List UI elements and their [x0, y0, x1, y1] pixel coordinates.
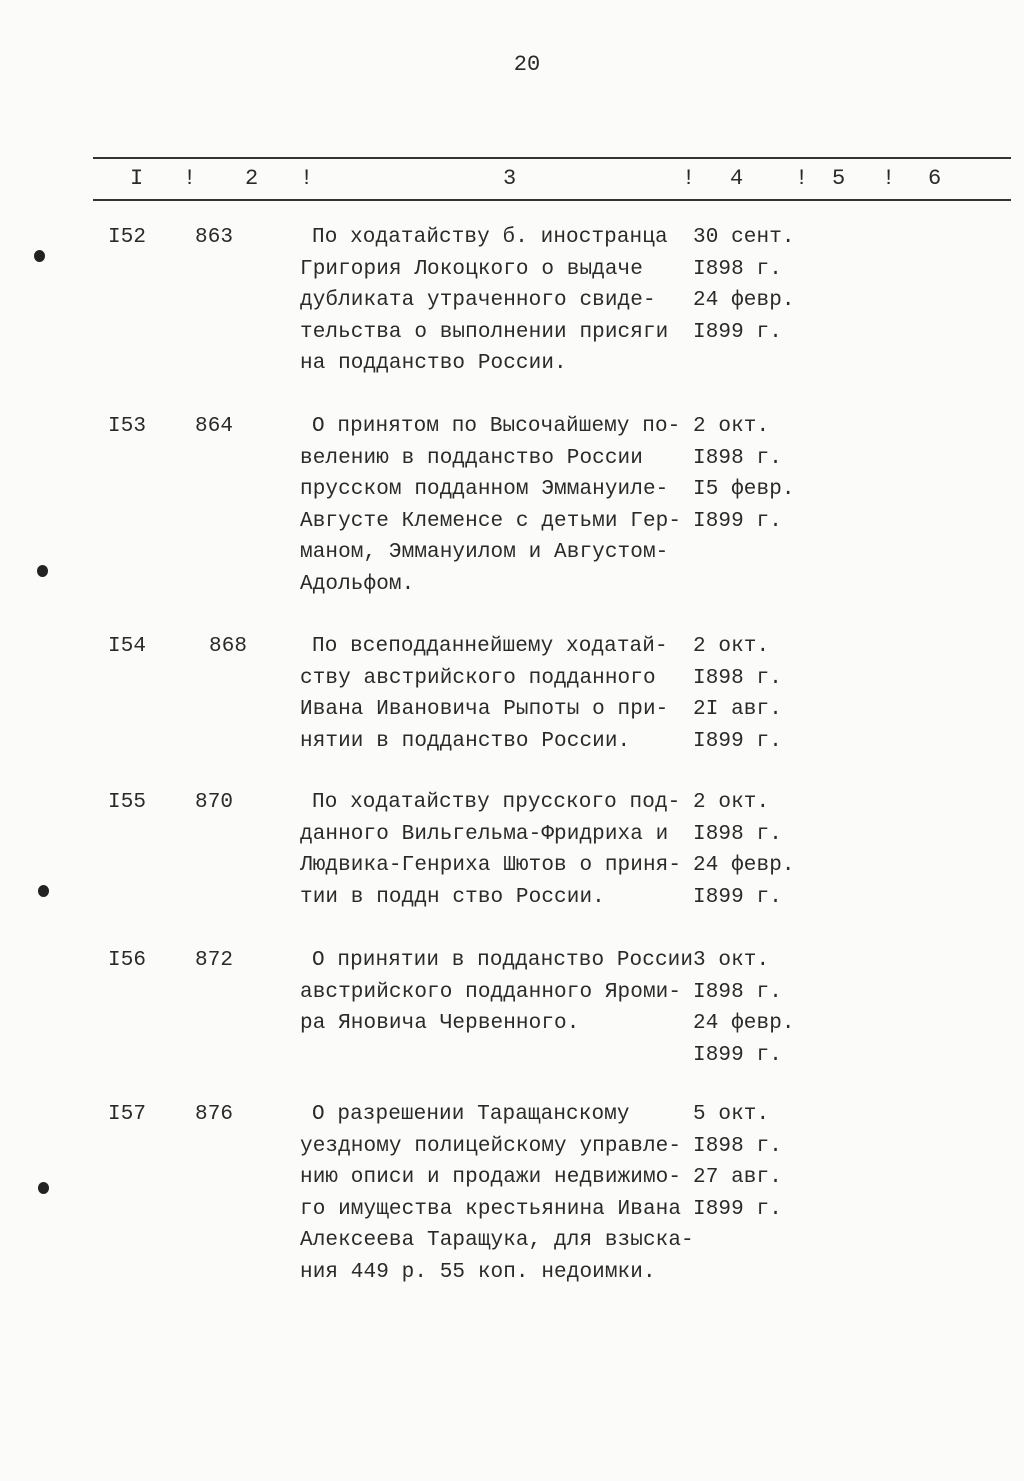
file-number: 872	[195, 949, 234, 972]
column-header: 4	[730, 166, 744, 191]
title-line: По всеподданнейшему ходатай-	[312, 635, 668, 658]
column-separator: !	[300, 166, 314, 191]
date-line: I898 г.	[693, 446, 782, 470]
column-header: 6	[928, 166, 942, 191]
title-line: О принятии в подданство России	[312, 949, 694, 972]
title-line: Алексеева Таращука, для взыска-	[300, 1229, 694, 1252]
item-number: I53	[108, 415, 147, 438]
column-header: I	[130, 166, 144, 191]
title-line: данного Вильгельма-Фридриха и	[300, 822, 669, 846]
date-line: I899 г.	[693, 509, 782, 533]
binder-hole-mark	[34, 250, 45, 262]
title-line: ству австрийского подданного	[300, 666, 656, 690]
title-line: Ивана Ивановича Рыпоты о при-	[300, 698, 669, 721]
title-line: Людвика-Генриха Шютов о приня-	[300, 854, 682, 877]
column-separator: !	[682, 166, 696, 191]
binder-hole-mark	[38, 1182, 49, 1194]
title-line: австрийского подданного Яроми-	[300, 980, 682, 1004]
item-number: I52	[108, 226, 147, 249]
date-line: I899 г.	[693, 1043, 782, 1067]
title-line: ния 449 р. 55 коп. недоимки.	[300, 1260, 656, 1284]
title-line: тельства о выполнении присяги	[300, 320, 669, 344]
date-line: I899 г.	[693, 1197, 782, 1221]
title-line: велению в подданство России	[300, 446, 643, 470]
file-number: 876	[195, 1103, 234, 1126]
date-line: 24 февр.	[693, 854, 795, 877]
date-line: 3 окт.	[693, 949, 770, 972]
file-number: 864	[195, 415, 234, 438]
date-line: 24 февр.	[693, 289, 795, 312]
column-header: 5	[832, 166, 846, 191]
column-header: 2	[245, 166, 259, 191]
column-separator: !	[183, 166, 197, 191]
date-line: 2 окт.	[693, 415, 770, 438]
title-line: дубликата утраченного свиде-	[300, 289, 656, 312]
title-line: уездному полицейскому управле-	[300, 1134, 682, 1158]
file-number: 870	[195, 791, 234, 814]
date-line: 2 окт.	[693, 635, 770, 658]
column-separator: !	[882, 166, 896, 191]
title-line: О принятом по Высочайшему по-	[312, 415, 681, 438]
title-line: нию описи и продажи недвижимо-	[300, 1166, 682, 1189]
file-number: 868	[209, 635, 248, 658]
title-line: прусском подданном Эммануиле-	[300, 478, 669, 501]
column-separator: !	[795, 166, 809, 191]
title-line: на подданство России.	[300, 352, 567, 375]
binder-hole-mark	[37, 565, 48, 577]
title-line: маном, Эммануилом и Августом-	[300, 541, 669, 564]
date-line: I899 г.	[693, 320, 782, 344]
title-line: По ходатайству б. иностранца	[312, 226, 668, 249]
title-line: тии в поддн ство России.	[300, 885, 605, 909]
date-line: 2I авг.	[693, 698, 782, 721]
date-line: I899 г.	[693, 729, 782, 753]
date-line: 30 сент.	[693, 226, 795, 249]
item-number: I56	[108, 949, 147, 972]
table-header-rule	[93, 199, 1011, 201]
date-line: I898 г.	[693, 822, 782, 846]
title-line: нятии в подданство России.	[300, 729, 631, 753]
date-line: I898 г.	[693, 666, 782, 690]
title-line: го имущества крестьянина Ивана	[300, 1197, 682, 1221]
title-line: Адольфом.	[300, 572, 415, 596]
title-line: ра Яновича Червенного.	[300, 1012, 580, 1035]
title-line: Григория Локоцкого о выдаче	[300, 257, 643, 281]
date-line: I898 г.	[693, 980, 782, 1004]
page-number: 20	[513, 52, 541, 77]
date-line: 27 авг.	[693, 1166, 782, 1189]
item-number: I55	[108, 791, 147, 814]
date-line: I898 г.	[693, 1134, 782, 1158]
item-number: I54	[108, 635, 147, 658]
date-line: 2 окт.	[693, 791, 770, 814]
item-number: I57	[108, 1103, 147, 1126]
title-line: Августе Клеменсе с детьми Гер-	[300, 509, 682, 533]
column-header: 3	[503, 166, 517, 191]
table-top-rule	[93, 157, 1011, 159]
title-line: О разрешении Таращанскому	[312, 1103, 630, 1126]
title-line: По ходатайству прусского под-	[312, 791, 681, 814]
binder-hole-mark	[38, 885, 49, 897]
date-line: 5 окт.	[693, 1103, 770, 1126]
date-line: 24 февр.	[693, 1012, 795, 1035]
date-line: I898 г.	[693, 257, 782, 281]
date-line: I899 г.	[693, 885, 782, 909]
file-number: 863	[195, 226, 234, 249]
date-line: I5 февр.	[693, 478, 795, 501]
